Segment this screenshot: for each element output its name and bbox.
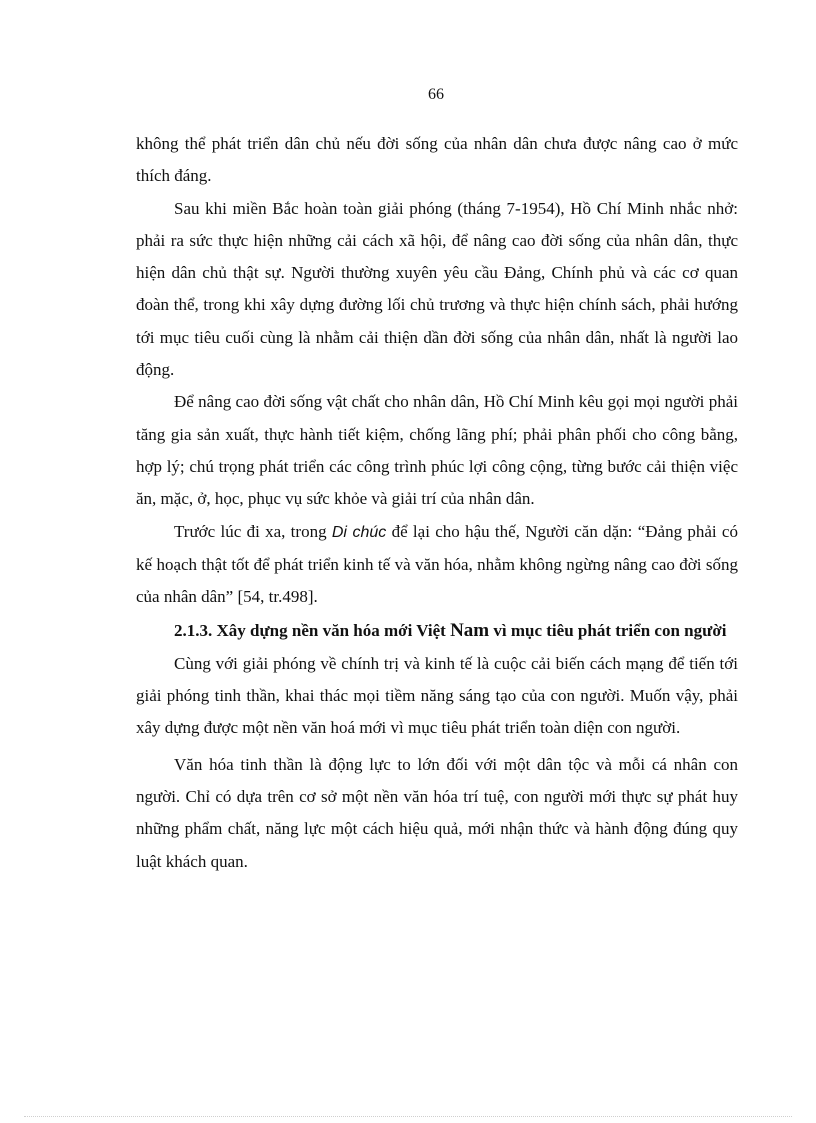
section-heading-before: 2.1.3. Xây dựng nền văn hóa mới Việt	[174, 621, 451, 641]
page-body	[136, 128, 738, 878]
section-heading-after: vì mục tiêu phát triển con người	[489, 621, 727, 641]
paragraph-north-liberation: Sau khi miền Bắc hoàn toàn giải phóng (tháng 7-1954), Hồ Chí Minh nhắc nhở: phải ra sức thực hiện những cải cách xã hội, để nâng cao đời sống của nhân dân, thực hiện dân chủ thật sự. Người thường xuyên yêu cầu Đảng, Chính phủ và các cơ quan đoàn thể, trong khi xây dựng đường lối chủ trương và thực hiện chính sách, phải hướng tới mục tiêu cuối cùng là nhằm cải thiện dần đời sống của nhân dân, nhất là người lao động.	[136, 198, 738, 380]
testament-title: Di chúc	[331, 523, 387, 541]
page-bottom-rule	[24, 1116, 792, 1117]
paragraph-material-life: Để nâng cao đời sống vật chất cho nhân dân, Hồ Chí Minh kêu gọi mọi người phải tăng gia sản xuất, thực hành tiết kiệm, chống lãng phí; phải phân phối cho công bằng, hợp lý; chú trọng phát triển các công trình phúc lợi công cộng, từng bước cải thiện việc ăn, mặc, ở, học, phục vụ sức khỏe và giải trí của nhân dân.	[136, 392, 738, 509]
paragraph-continuation: không thể phát triển dân chủ nếu đời sống của nhân dân chưa được nâng cao ở mức thích đáng.	[136, 134, 738, 186]
testament-text-before: Trước lúc đi xa, trong	[174, 521, 332, 541]
paragraph-testament	[136, 516, 738, 614]
paragraph-spiritual-liberation: Cùng với giải phóng về chính trị và kinh tế là cuộc cải biến cách mạng để tiến tới giải phóng tinh thần, khai thác mọi tiềm năng sáng tạo của con người. Muốn vậy, phải xây dựng được một nền văn hoá mới vì mục tiêu phát triển toàn diện con người.	[136, 653, 738, 738]
section-heading-nam: Nam	[450, 620, 490, 642]
section-heading	[136, 615, 738, 647]
testament-text-after: để lại cho hậu thế, Người căn dặn: “Đảng phải có kế hoạch thật tốt để phát triển kinh tế và văn hóa, nhằm không ngừng nâng cao đời sống của nhân dân” [54, tr.498].	[136, 521, 738, 607]
page-number: 66	[428, 86, 444, 103]
paragraph-spiritual-culture: Văn hóa tinh thần là động lực to lớn đối với một dân tộc và mỗi cá nhân con người. Chỉ có dựa trên cơ sở một nền văn hóa trí tuệ, con người mới thực sự phát huy những phẩm chất, năng lực một cách hiệu quả, mới nhận thức và hành động đúng quy luật khách quan.	[136, 754, 738, 871]
